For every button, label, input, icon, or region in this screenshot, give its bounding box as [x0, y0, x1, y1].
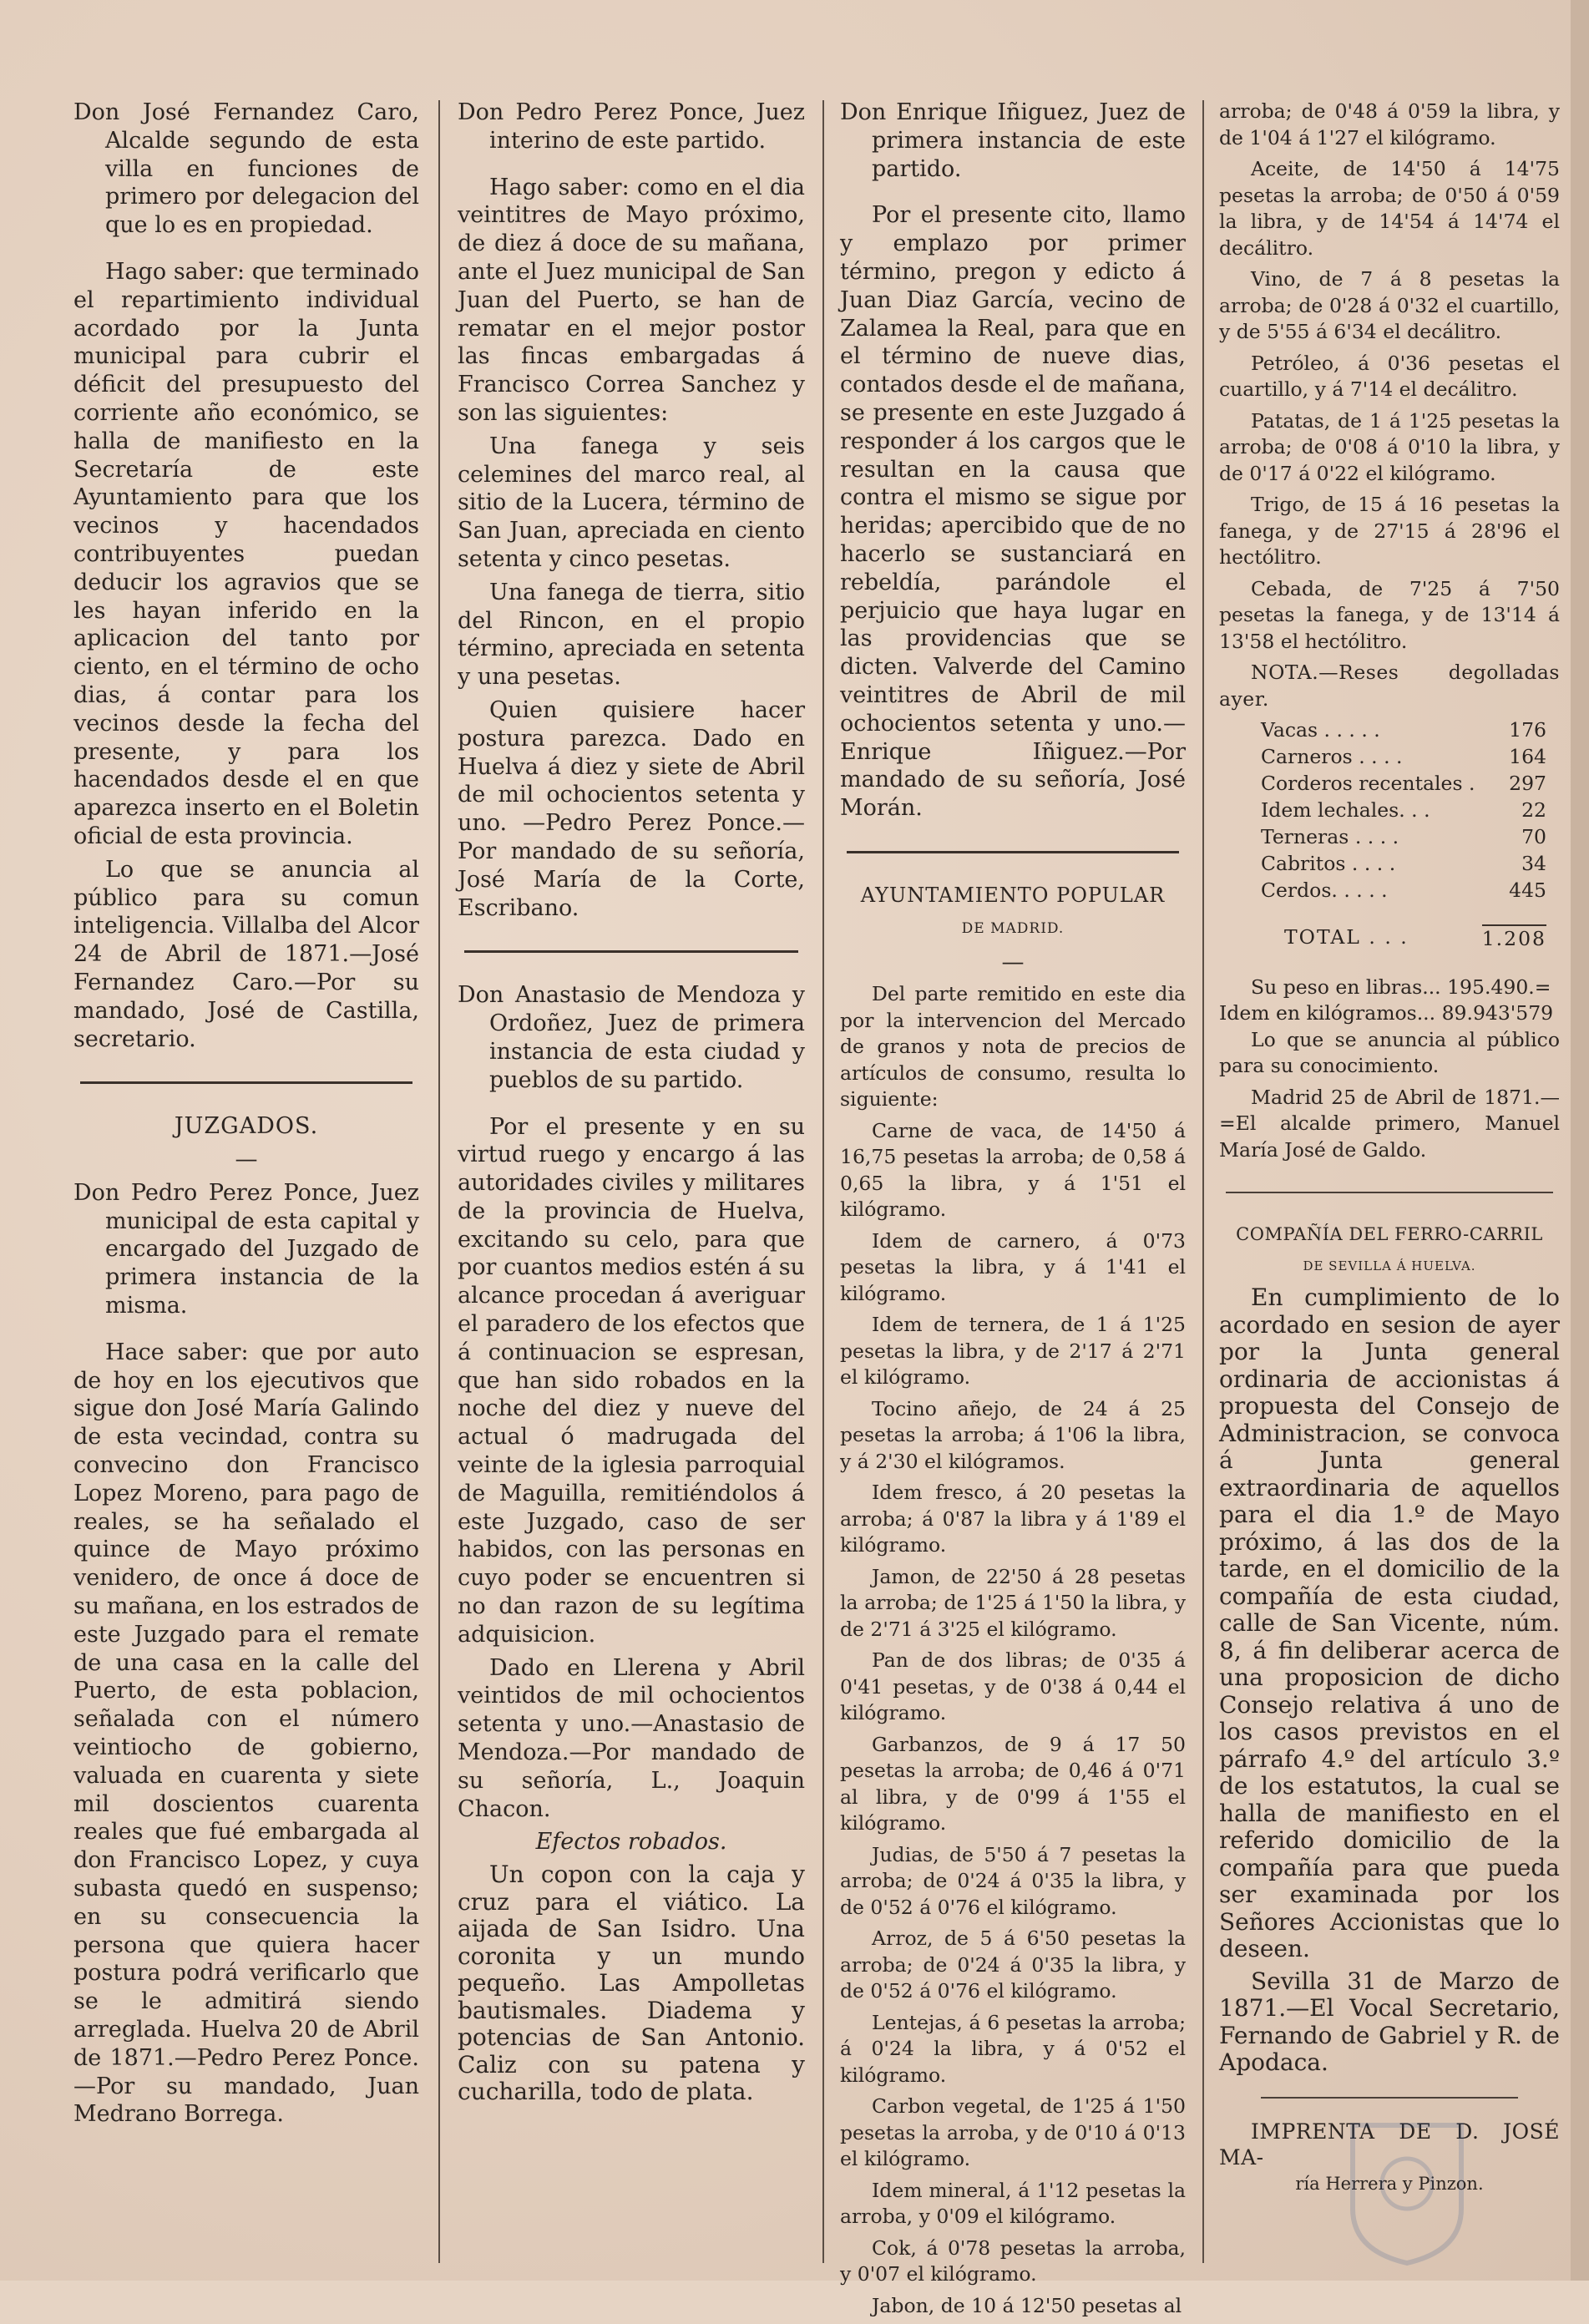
- price-item: Judias, de 5'50 á 7 pesetas la arroba; de 0'24 á 0'35 la libra, y de 0'52 á 0'76 el kilógramo.: [840, 1842, 1186, 1919]
- column-2: [458, 99, 805, 2111]
- paragraph: Hace saber: que por auto de hoy en los ejecutivos que sigue don José María Galindo de esta vecindad, contra su convecino don Francisco Lopez Moreno, para pago de reales, se ha señalado el quince de Mayo próximo venidero, de once á doce de su mañana, en los estrados de este Juzgado para el remate de una casa en la calle del Puerto, de esta poblacion, señalada con el número veintiocho de gobierno, valuada en cuarenta y siete mil doscientos cuarenta reales que fué embargada al don Francisco Lopez, y cuya subasta quedó en suspenso; en su consecuencia la persona que quiera hacer postura podrá verificarlo que se le admitirá siendo arreglada. Huelva 20 de Abril de 1871.—Pedro Perez Ponce.—Por su mandado, Juan Medrano Borrega.: [73, 1339, 419, 2128]
- column-divider: [822, 100, 824, 2263]
- price-item: Vino, de 7 á 8 pesetas la arroba; de 0'28 á 0'32 el cuartillo, y de 5'55 á 6'34 el decálitro.: [1219, 267, 1560, 343]
- paragraph: Por el presente y en su virtud ruego y encargo á las autoridades civiles y militares de la provincia de Huelva, excitando su celo, para que por cuantos medios estén á su alcance procedan á averiguar el paradero de los efectos que á continuacion se espresan, que han sido robados en la noche del diez y nueve del actual ó madrugada del veinte de la iglesia parroquial de Maguilla, remitiéndolos á este Juzgado, caso de ser habidos, con las personas en cuyo poder se encuentren si no dan razon de su legítima adquisicion.: [458, 1113, 805, 1648]
- notice-header: Don Pedro Perez Ponce, Juez municipal de esta capital y encargado del Juzgado de primera instancia de la misma.: [73, 1179, 419, 1319]
- paragraph: Por el presente cito, llamo y emplazo por primer término, pregon y edicto á Juan Diaz García, vecino de Zalamea la Real, para que en el término de nueve dias, contados desde el de mañana, se presente en este Juzgado á responder á los cargos que le resultan en la causa que contra el mismo se sigue por heridas; apercibido que de no hacerlo se sustanciará en rebeldía, parándole el perjuicio que haya lugar en las providencias que se dicten. Valverde del Camino veintitres de Abril de mil ochocientos setenta y uno.—Enrique Iñiguez.—Por mandado de su señoría, José Morán.: [840, 202, 1186, 822]
- column-divider: [1202, 100, 1204, 2263]
- divider: [1226, 1192, 1553, 1193]
- column-3: [840, 99, 1186, 2324]
- animal-count: 176: [1509, 718, 1546, 742]
- weight-line: Idem en kilógramos... 89.943'579: [1219, 1001, 1554, 1025]
- table-row: [1219, 744, 1560, 771]
- total-label: TOTAL . . .: [1284, 925, 1409, 949]
- total-value: 1.208: [1482, 924, 1546, 953]
- price-item: Lentejas, á 6 pesetas la arroba; á 0'24 la libra, y á 0'52 el kilógramo.: [840, 2010, 1186, 2087]
- imprint: ría Herrera y Pinzon.: [1295, 2173, 1484, 2194]
- price-item: Idem mineral, á 1'12 pesetas la arroba, y 0'09 el kilógramo.: [840, 2178, 1186, 2229]
- animal-count: 164: [1509, 745, 1546, 768]
- animal-count: 34: [1521, 852, 1546, 875]
- dash-separator: —: [235, 1147, 258, 1173]
- price-item: Cok, á 0'78 pesetas la arroba, y 0'07 el kilógramo.: [840, 2235, 1186, 2286]
- paragraph: Hago saber: como en el dia veintitres de Mayo próximo, de diez á doce de su mañana, ante el Juez municipal de San Juan del Puerto, se han de rematar en el mejor postor las fincas embargadas á Francisco Correa Sanchez y son las siguientes:: [458, 174, 805, 426]
- page-edge: [1571, 0, 1589, 2281]
- total-row: [1219, 924, 1560, 953]
- price-item: Jamon, de 22'50 á 28 pesetas la arroba; de 1'25 á 1'50 la libra, y de 2'71 á 3'25 el kilógramo.: [840, 1564, 1186, 1641]
- table-row: [1219, 797, 1560, 824]
- animal-name: Terneras . . . .: [1261, 825, 1399, 848]
- price-item: Carbon vegetal, de 1'25 á 1'50 pesetas la arroba, y de 0'10 á 0'13 el kilógramo.: [840, 2094, 1186, 2171]
- paragraph: En cumplimiento de lo acordado en sesion de ayer por la Junta general ordinaria de accionistas á propuesta del Consejo de Administracion, se convoca á Junta general extraordinaria de aquellos para el dia 1.º de Mayo próximo, á las dos de la tarde, en el domicilio de la compañía de esta ciudad, calle de San Vicente, núm. 8, á fin deliberar acerca de una proposicion de dicho Consejo relativa á uno de los casos previstos en el párrafo 4.º del artículo 3.º de los estatutos, la cual se halla de manifiesto en el referido domicilio de la compañía para que pueda ser examinada por los Señores Accionistas que lo deseen.: [1219, 1284, 1560, 1962]
- animal-count: 445: [1509, 878, 1546, 902]
- animal-name: Cabritos . . . .: [1261, 852, 1396, 875]
- section-subheading: DE MADRID.: [961, 919, 1065, 937]
- table-row: [1219, 824, 1560, 851]
- table-row: [1219, 771, 1560, 797]
- divider: [80, 1081, 412, 1084]
- weight-line: Su peso en libras... 195.490.=: [1251, 975, 1551, 999]
- price-item: Trigo, de 15 á 16 pesetas la fanega, y de 27'15 á 28'96 el hectólitro.: [1219, 493, 1560, 569]
- price-item: Tocino añejo, de 24 á 25 pesetas la arroba; á 1'06 la libra, y á 2'30 el kilógramos.: [840, 1396, 1186, 1473]
- price-item: Idem de carnero, á 0'73 pesetas la libra, y á 1'41 el kilógramo.: [840, 1228, 1186, 1305]
- animal-count: 22: [1521, 798, 1546, 822]
- table-row: [1219, 851, 1560, 878]
- price-item: Pan de dos libras; de 0'35 á 0'41 pesetas, y de 0'38 á 0,44 el kilógramo.: [840, 1648, 1186, 1725]
- price-item: arroba; de 0'48 á 0'59 la libra, y de 1'04 á 1'27 el kilógramo.: [1219, 99, 1560, 149]
- section-heading: JUZGADOS.: [174, 1113, 319, 1140]
- dash-separator: —: [1001, 949, 1025, 975]
- animal-count: 70: [1521, 825, 1546, 848]
- paragraph: Madrid 25 de Abril de 1871.— =El alcalde primero, Manuel María José de Galdo.: [1219, 1085, 1560, 1162]
- company-subheading: DE SEVILLA Á HUELVA.: [1303, 1258, 1476, 1273]
- paragraph: Un copon con la caja y cruz para el viático. La aijada de San Isidro. Una coronita y un mundo pequeño. Las Ampolletas bautismales. Diadema y potencias de San Antonio. Caliz con su patena y cucharilla, todo de plata.: [458, 1861, 805, 2106]
- animal-name: Cerdos. . . . .: [1261, 878, 1388, 902]
- notice-header: Don Anastasio de Mendoza y Ordoñez, Juez de primera instancia de esta ciudad y pueblos de su partido.: [458, 982, 805, 1093]
- paragraph: Quien quisiere hacer postura parezca. Dado en Huelva á diez y siete de Abril de mil ochocientos setenta y uno. —Pedro Perez Ponce.—Por mandado de su señoría, José María de la Corte, Escribano.: [458, 696, 805, 921]
- notice-header: Don Enrique Iñiguez, Juez de primera instancia de este partido.: [840, 99, 1186, 182]
- table-row: [1219, 878, 1560, 904]
- divider: [1261, 2097, 1518, 2099]
- animal-name: Idem lechales. . .: [1261, 798, 1430, 822]
- paragraph: Hago saber: que terminado el repartimiento individual acordado por la Junta municipal para cubrir el déficit del presupuesto del corriente año económico, se halla de manifiesto en la Secretaría de este Ayuntamiento para que los vecinos y hacendados contribuyentes puedan deducir los agravios que se les hayan inferido en la aplicacion del tanto por ciento, en el término de ocho dias, á contar para los vecinos desde la fecha del presente, y para los hacendados desde el en que aparezca inserto en el Boletin oficial de esta provincia.: [73, 258, 419, 849]
- price-item: Patatas, de 1 á 1'25 pesetas la arroba; de 0'08 á 0'10 la libra, y de 0'17 á 0'22 el kilógramo.: [1219, 408, 1560, 485]
- price-item: Aceite, de 14'50 á 14'75 pesetas la arroba; de 0'50 á 0'59 la libra, y de 14'54 á 14'74 el decálitro.: [1219, 157, 1560, 260]
- slaughter-table: [1219, 717, 1560, 904]
- paragraph: Una fanega y seis celemines del marco real, al sitio de la Lucera, término de San Juan, apreciada en ciento setenta y cinco pesetas.: [458, 433, 805, 572]
- company-heading: COMPAÑÍA DEL FERRO-CARRIL: [1236, 1224, 1543, 1244]
- paragraph: Lo que se anuncia al público para su comun inteligencia. Villalba del Alcor 24 de Abril de 1871.—José Fernandez Caro.—Por su mandado, José de Castilla, secretario.: [73, 856, 419, 1052]
- section-heading: AYUNTAMIENTO POPULAR: [860, 883, 1166, 907]
- table-row: [1219, 717, 1560, 744]
- animal-name: Carneros . . . .: [1261, 745, 1403, 768]
- paragraph: Lo que se anuncia al público para su conocimiento.: [1219, 1027, 1560, 1077]
- price-item: Carne de vaca, de 14'50 á 16,75 pesetas la arroba; de 0,58 á 0,65 la libra, y á 1'51 el kilógramo.: [840, 1118, 1186, 1222]
- imprint: IMPRENTA DE D. JOSÉ MA-: [1219, 2119, 1560, 2170]
- price-item: Idem fresco, á 20 pesetas la arroba; á 0'87 la libra y á 1'89 el kilógramo.: [840, 1481, 1186, 1557]
- paragraph: Sevilla 31 de Marzo de 1871.—El Vocal Secretario, Fernando de Gabriel y R. de Apodaca.: [1219, 1967, 1560, 2076]
- price-item: Jabon, de 10 á 12'50 pesetas al: [872, 2293, 1182, 2317]
- price-item: Garbanzos, de 9 á 17 50 pesetas la arroba; de 0,46 á 0'71 al libra, y de 0'99 á 1'55 el kilógramo.: [840, 1732, 1186, 1835]
- paragraph: Dado en Llerena y Abril veintidos de mil ochocientos setenta y uno.—Anastasio de Mendoza.—Por mandado de su señoría, L., Joaquin Chacon.: [458, 1654, 805, 1822]
- animal-count: 297: [1509, 772, 1546, 795]
- price-item: Idem de ternera, de 1 á 1'25 pesetas la libra, y de 2'17 á 2'71 el kilógramo.: [840, 1313, 1186, 1390]
- price-item: Cebada, de 7'25 á 7'50 pesetas la fanega, y de 13'14 á 13'58 el hectólitro.: [1219, 576, 1560, 653]
- paragraph: Una fanega de tierra, sitio del Rincon, en el propio término, apreciada en setenta y una pesetas.: [458, 579, 805, 691]
- column-divider: [438, 100, 440, 2263]
- library-seal-icon: [1344, 2117, 1470, 2267]
- animal-name: Corderos recentales .: [1261, 772, 1475, 795]
- divider: [464, 950, 798, 953]
- column-1: [73, 99, 419, 2134]
- animal-name: Vacas . . . . .: [1261, 718, 1380, 742]
- notice-header: Don Pedro Perez Ponce, Juez interino de este partido.: [458, 99, 805, 154]
- divider: [847, 851, 1179, 853]
- section-subheading: Efectos robados.: [535, 1829, 727, 1856]
- nota-heading: NOTA.—Reses degolladas ayer.: [1219, 661, 1560, 711]
- column-4: [1219, 99, 1560, 2197]
- price-item: Arroz, de 5 á 6'50 pesetas la arroba; de 0'24 á 0'35 la libra, y de 0'52 á 0'76 el kilógramo.: [840, 1927, 1186, 2003]
- price-item: Petróleo, á 0'36 pesetas el cuartillo, y á 7'14 el decálitro.: [1219, 351, 1560, 401]
- paragraph: Del parte remitido en este dia por la intervencion del Mercado de granos y nota de precios de artículos de consumo, resulta lo siguiente:: [840, 982, 1186, 1111]
- notice-header: Don José Fernandez Caro, Alcalde segundo de esta villa en funciones de primero por delegacion del que lo es en propiedad.: [73, 99, 419, 239]
